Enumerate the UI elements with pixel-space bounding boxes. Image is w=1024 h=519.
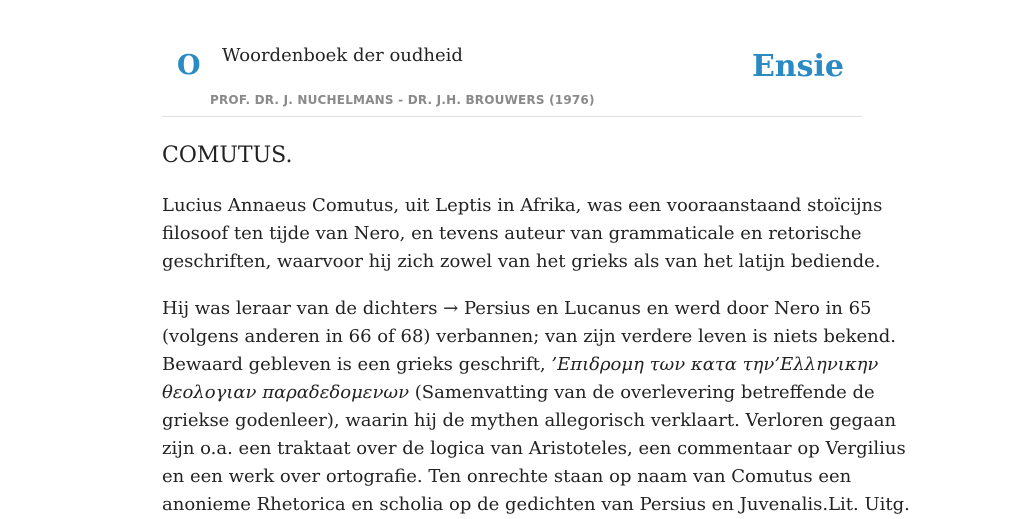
text-line: Lucius Annaeus Comutus, uit Leptis in Afrika, was een vooraanstaand stoïcijns [162, 195, 883, 216]
text-line: en een werk over ortografie. Ten onrechte staan op naam van Comutus een [162, 466, 852, 487]
book-authors: PROF. DR. J. NUCHELMANS - DR. J.H. BROUWERS (1976) [210, 93, 595, 107]
cross-reference-arrow-icon: → [443, 298, 459, 319]
header [162, 0, 862, 117]
text-line: anonieme Rhetorica en scholia op de gedichten van Persius en Juvenalis.Lit. Uitg. [162, 494, 910, 515]
text-segment: Bewaard gebleven is een grieks geschrift, [162, 354, 552, 375]
book-title[interactable]: Woordenboek der oudheid [222, 45, 463, 66]
entry-paragraph-1 [162, 192, 883, 276]
text-line [162, 379, 875, 407]
text-line: (volgens anderen in 66 of 68) verbannen; van zijn verdere leven is niets bekend. [162, 326, 897, 347]
entry-title: COMUTUS. [162, 143, 293, 168]
cross-reference-link[interactable]: Persius en Lucanus en werd door Nero in 65 [458, 298, 872, 319]
greek-title: θεολογιαν παραδεδομενων [162, 382, 410, 403]
text-line [162, 295, 872, 323]
text-segment: Hij was leraar van de dichters [162, 298, 444, 319]
index-letter[interactable]: O [177, 50, 201, 81]
entry-paragraph-2 [162, 295, 910, 519]
greek-title: ’Επιδρομη των κατα την’Ελληνικην [551, 354, 879, 375]
text-segment: (Samenvatting van de overlevering betreffende de [409, 382, 875, 403]
text-line [162, 351, 879, 379]
brand-logo[interactable]: Ensie [751, 49, 844, 84]
text-line: zijn o.a. een traktaat over de logica van Aristoteles, een commentaar op Vergilius [162, 438, 906, 459]
text-line: filosoof ten tijde van Nero, en tevens auteur van grammaticale en retorische [162, 223, 862, 244]
text-line: geschriften, waarvoor hij zich zowel van het grieks als van het latijn bediende. [162, 251, 881, 272]
page-container [162, 0, 910, 519]
text-line: griekse godenleer), waarin hij de mythen allegorisch verklaart. Verloren gegaan [162, 410, 897, 431]
